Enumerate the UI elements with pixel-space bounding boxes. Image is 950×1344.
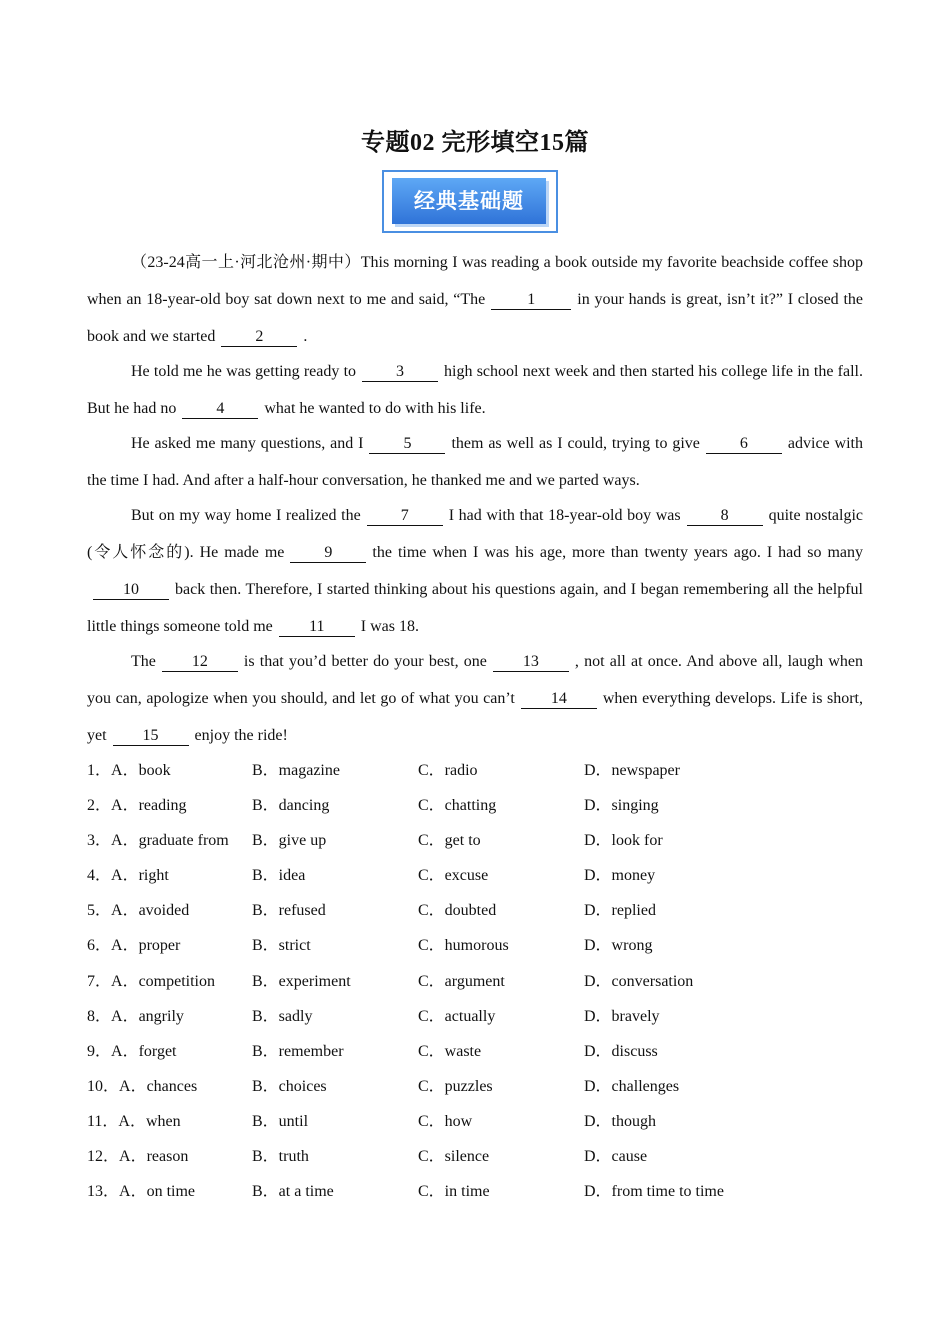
blank-3: 3 [362,363,438,382]
blank-9: 9 [290,544,366,563]
option-a[interactable]: 4．A．right [87,867,169,885]
option-a[interactable]: 3．A．graduate from [87,832,229,850]
option-a[interactable]: 2．A．reading [87,797,187,815]
option-c[interactable]: C．excuse [418,867,489,885]
paragraph-5: The 12 is that you’d better do your best, one 13 , not all at once. And above all, laugh when you can, apologize when you should, and let go of what you can’t 14 when everything develops. Life is short, yet 15 enjoy the ride! [87,653,863,744]
option-d[interactable]: D．challenges [584,1077,680,1095]
question-number: 11． [87,1112,119,1130]
blank-11: 11 [279,618,355,637]
blank-2: 2 [221,328,297,347]
question-number: 4． [87,867,112,885]
question-row [87,823,863,858]
question-number: 9． [87,1042,112,1060]
option-d[interactable]: D．conversation [584,972,694,990]
option-c[interactable]: C．waste [418,1042,482,1060]
option-d[interactable]: D．singing [584,797,659,815]
cloze-passage [87,244,863,754]
option-b[interactable]: B．magazine [252,762,340,779]
option-c[interactable]: C．silence [418,1148,490,1166]
blank-4: 4 [182,400,258,419]
question-row [87,1174,863,1209]
paragraph-4: But on my way home I realized the 7 I had with that 18-year-old boy was 8 quite nostalgic (令人怀念的). He made me 9 the time when I was his age, more than twenty years ago. I had so many10 back then. Therefore, I started thinking about his questions again, and I began remembering all the helpful little things someone told me 11 I was 18. [87,507,864,635]
question-number: 1． [87,762,112,779]
blank-10: 10 [93,581,169,600]
question-number: 12． [87,1148,120,1166]
question-row [87,999,863,1034]
answer-options [87,753,863,1209]
option-d[interactable]: D．bravely [584,1007,660,1025]
option-a[interactable]: 5．A．avoided [87,902,190,920]
blank-12: 12 [162,653,238,672]
option-b[interactable]: B．sadly [252,1007,313,1025]
blank-1: 1 [491,291,571,310]
question-row [87,788,863,823]
option-b[interactable]: B．remember [252,1042,344,1060]
question-row [87,893,863,928]
option-d[interactable]: D．discuss [584,1042,658,1060]
option-d[interactable]: D．look for [584,832,663,850]
question-number: 13． [87,1183,120,1201]
question-number: 10． [87,1077,120,1095]
question-row [87,928,863,963]
question-number: 3． [87,832,112,850]
option-b[interactable]: B．refused [252,902,326,920]
option-b[interactable]: B．give up [252,832,327,850]
question-row [87,753,863,788]
option-c[interactable]: C．radio [418,762,478,779]
option-d[interactable]: D．wrong [584,937,653,955]
option-a[interactable]: 7．A．competition [87,972,216,990]
option-a[interactable]: 12．A．reason [87,1148,189,1166]
page-title: 专题02 完形填空15篇 [361,130,589,156]
blank-14: 14 [521,690,597,709]
option-b[interactable]: B．choices [252,1077,327,1095]
option-b[interactable]: B．at a time [252,1183,334,1201]
option-c[interactable]: C．in time [418,1183,490,1201]
question-row [87,964,863,999]
option-c[interactable]: C．actually [418,1007,496,1025]
option-b[interactable]: B．strict [252,937,311,955]
question-row [87,1069,863,1104]
blank-13: 13 [493,653,569,672]
paragraph-2: He told me he was getting ready to 3 high school next week and then started his college life in the fall. But he had no 4 what he wanted to do with his life. [87,363,863,417]
option-c[interactable]: C．doubted [418,902,497,920]
option-d[interactable]: D．though [584,1112,657,1130]
option-d[interactable]: D．from time to time [584,1183,724,1201]
blank-5: 5 [369,435,445,454]
option-c[interactable]: C．chatting [418,797,497,815]
option-a[interactable]: 9．A．forget [87,1042,177,1060]
badge-label: 经典基础题 [392,178,546,224]
option-d[interactable]: D．replied [584,902,656,920]
paragraph-1: （23-24高一上·河北沧州·期中）This morning I was reading a book outside my favorite beachside coffee shop when an 18-year-old boy sat down next to me and said, “The 1 in your hands is great, isn’t it?” I closed the book and we started 2 . [87,254,864,345]
option-c[interactable]: C．puzzles [418,1077,493,1095]
blank-15: 15 [113,727,189,746]
option-a[interactable]: 10．A．chances [87,1077,198,1095]
option-b[interactable]: B．experiment [252,972,351,990]
option-b[interactable]: B．truth [252,1148,309,1166]
option-c[interactable]: C．get to [418,832,481,850]
option-a[interactable]: 6．A．proper [87,937,181,955]
question-number: 2． [87,797,112,815]
option-a[interactable]: 11．A．when [87,1112,181,1130]
question-number: 7． [87,972,112,990]
option-a[interactable]: 8．A．angrily [87,1007,184,1025]
source-note: （23-24高一上·河北沧州·期中） [131,254,361,271]
option-b[interactable]: B．until [252,1112,309,1130]
option-c[interactable]: C．argument [418,972,505,990]
question-row [87,858,863,893]
option-b[interactable]: B．idea [252,867,306,885]
blank-6: 6 [706,435,782,454]
question-number: 8． [87,1007,112,1025]
question-row [87,1139,863,1174]
option-d[interactable]: D．newspaper [584,762,680,779]
section-badge [382,170,560,236]
option-c[interactable]: C．humorous [418,937,509,955]
question-row [87,1034,863,1069]
paragraph-3: He asked me many questions, and I 5 them as well as I could, trying to give 6 advice with the time I had. And after a half-hour conversation, he thanked me and we parted ways. [87,435,863,489]
question-number: 5． [87,902,112,920]
option-a[interactable]: 13．A．on time [87,1183,196,1201]
blank-8: 8 [687,507,763,526]
option-c[interactable]: C．how [418,1112,473,1130]
blank-7: 7 [367,507,443,526]
option-a[interactable]: 1．A．book [87,762,171,779]
option-b[interactable]: B．dancing [252,797,330,815]
option-d[interactable]: D．cause [584,1148,648,1166]
option-d[interactable]: D．money [584,867,656,885]
question-row [87,1104,863,1139]
question-number: 6． [87,937,112,955]
